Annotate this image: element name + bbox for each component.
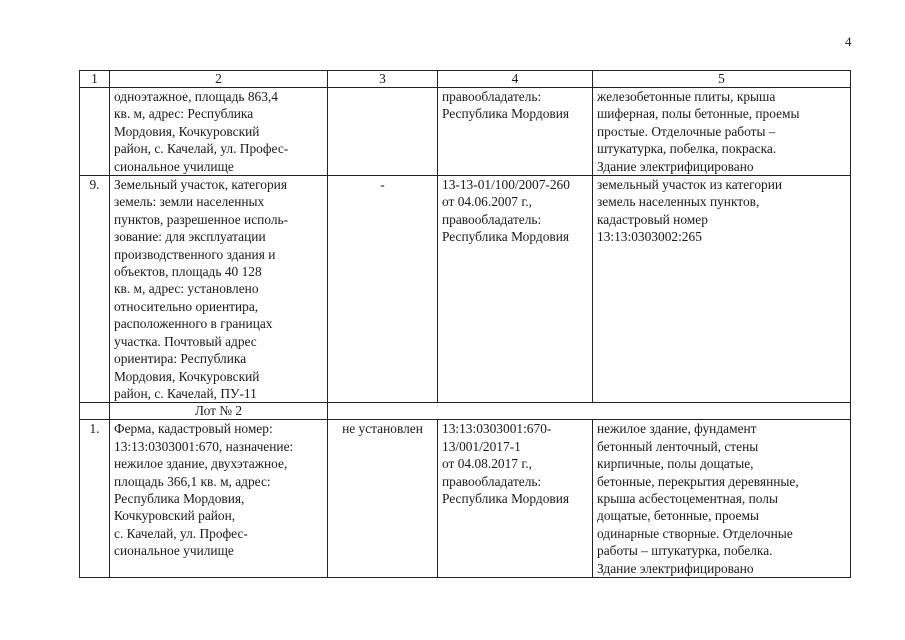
registration-cell [438, 88, 593, 176]
text-line: одноэтажное, площадь 863,4 [114, 89, 278, 104]
characteristics-cell [593, 176, 851, 403]
property-table [79, 70, 851, 578]
column-header: 5 [593, 71, 851, 88]
text-line: Республика Мордовия, [114, 490, 245, 506]
text-line: Мордовия, Кочкуровский [114, 368, 260, 384]
text-line: земель населенных пунктов, [597, 194, 760, 210]
text-line: крыша асбестоцементная, полы [597, 490, 778, 506]
text-line: кадастровый номер [597, 211, 708, 227]
text-line: земельный участок из категории [597, 177, 783, 193]
text-line: 13:13:0303002:265 [597, 229, 702, 245]
text-line: - [380, 177, 385, 193]
column-header: 4 [438, 71, 593, 88]
text-line: нежилое здание, фундамент [597, 421, 757, 437]
text-line: дощатые, бетонные, проемы [597, 508, 759, 524]
row-number [80, 88, 110, 176]
text-line: работы – штукатурка, побелка. [597, 543, 773, 559]
text-line: Ферма, кадастровый номер: [114, 421, 273, 437]
text-line: Республика Мордовия [442, 490, 570, 506]
text-line: сиональное училище [114, 158, 234, 174]
empty-cell [328, 403, 851, 420]
encumbrance-cell [328, 88, 438, 176]
text-line: от 04.06.2007 г., [442, 194, 532, 210]
text-line: площадь 366,1 кв. м, адрес: [114, 473, 271, 489]
encumbrance-cell [328, 420, 438, 578]
text-line: Республика Мордовия [442, 106, 570, 122]
text-line: Республика Мордовия [442, 229, 570, 245]
text-line: бетонный ленточный, стены [597, 438, 759, 454]
table-row [80, 176, 851, 403]
column-header: 1 [80, 71, 110, 88]
table-body [80, 88, 851, 578]
text-line: сиональное училище [114, 543, 234, 559]
text-line: расположенного в границах [114, 316, 273, 332]
text-line: шиферная, полы бетонные, проемы [597, 106, 800, 122]
text-line: относительно ориентира, [114, 298, 259, 314]
object-description-cell [110, 88, 328, 176]
text-line: не установлен [342, 421, 423, 437]
text-line: железобетонные плиты, крыша [597, 89, 776, 104]
text-line: нежилое здание, двухэтажное, [114, 456, 288, 472]
characteristics-cell [593, 88, 851, 176]
text-line: объектов, площадь 40 128 [114, 264, 262, 280]
table-row [80, 420, 851, 578]
text-line: Здание электрифицировано [597, 560, 754, 576]
column-header: 3 [328, 71, 438, 88]
text-line: правообладатель: [442, 473, 542, 489]
text-line: кв. м, адрес: установлено [114, 281, 259, 297]
text-line: Земельный участок, категория [114, 177, 287, 193]
text-line: штукатурка, побелка, покраска. [597, 141, 777, 157]
text-line: производственного здания и [114, 246, 276, 262]
text-line: правообладатель: [442, 89, 542, 104]
encumbrance-cell [328, 176, 438, 403]
text-line: 13:13:0303001:670, назначение: [114, 438, 294, 454]
text-line: зование: для эксплуатации [114, 229, 266, 245]
lot-heading-row [80, 403, 851, 420]
registration-cell [438, 176, 593, 403]
text-line: ориентира: Республика [114, 351, 247, 367]
text-line: бетонные, перекрытия деревянные, [597, 473, 799, 489]
row-number: 1. [80, 420, 110, 578]
text-line: правообладатель: [442, 211, 542, 227]
text-line: одинарные створные. Отделочные [597, 525, 793, 541]
column-header: 2 [110, 71, 328, 88]
text-line: с. Качелай, ул. Профес- [114, 525, 248, 541]
text-line: кирпичные, полы дощатые, [597, 456, 754, 472]
page-number: 4 [845, 34, 852, 49]
text-line: 13:13:0303001:670- [442, 421, 552, 437]
text-line: Мордовия, Кочкуровский [114, 123, 260, 139]
text-line: земель: земли населенных [114, 194, 265, 210]
registration-cell [438, 420, 593, 578]
characteristics-cell [593, 420, 851, 578]
text-line: кв. м, адрес: Республика [114, 106, 254, 122]
row-number: 9. [80, 176, 110, 403]
text-line: Кочкуровский район, [114, 508, 236, 524]
empty-cell [80, 403, 110, 420]
text-line: район, с. Качелай, ул. Профес- [114, 141, 289, 157]
text-line: 13-13-01/100/2007-260 [442, 177, 570, 193]
text-line: простые. Отделочные работы – [597, 123, 776, 139]
object-description-cell [110, 176, 328, 403]
text-line: пунктов, разрешенное исполь- [114, 211, 289, 227]
lot-heading: Лот № 2 [110, 403, 328, 420]
table-row [80, 88, 851, 176]
column-number-row [80, 71, 851, 88]
text-line: от 04.08.2017 г., [442, 456, 532, 472]
text-line: Здание электрифицировано [597, 158, 754, 174]
object-description-cell [110, 420, 328, 578]
text-line: участка. Почтовый адрес [114, 333, 257, 349]
text-line: район, с. Качелай, ПУ-11 [114, 385, 257, 401]
text-line: 13/001/2017-1 [442, 438, 521, 454]
